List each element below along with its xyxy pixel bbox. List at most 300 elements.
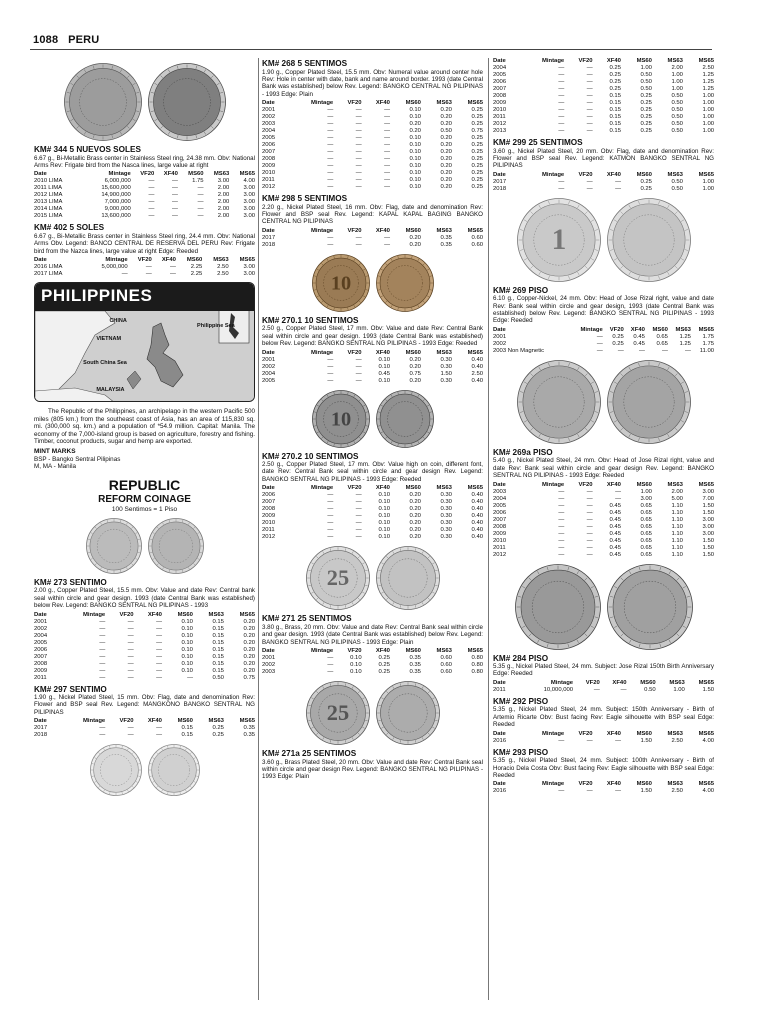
table-row [493,531,714,538]
table-cell: 0.20 [440,107,452,114]
price-table [493,731,714,745]
entry-title: KM# 298 5 SENTIMOS [262,194,348,204]
table-cell: 0.60 [440,655,452,661]
table-cell: 0.50 [440,128,452,135]
column-header: Date [34,611,47,618]
table-row [493,107,714,114]
table-cell: — [327,669,334,675]
table-cell: 2003 [493,488,507,495]
table-cell: 2.50 [217,271,229,278]
table-cell: 0.50 [640,86,652,92]
table-cell: 3.00 [217,178,230,185]
mint-mark-line: M, MA - Manila [34,463,76,471]
table-cell: 0.15 [609,107,621,113]
table-row [34,206,255,213]
coin-images [262,546,483,610]
catalog-entry [34,145,255,220]
table-cell: 1.50 [702,502,714,509]
table-row [262,107,483,114]
table-cell: — [197,185,204,192]
table-cell: 0.25 [471,156,483,163]
catalog-entry [493,748,714,796]
table-cell: — [586,178,593,185]
table-cell: 2.50 [671,788,683,795]
table-cell: 0.20 [243,667,255,674]
table-header-row [493,731,714,738]
column-header: Mintage [108,171,131,178]
table-header-row [493,172,714,179]
table-cell: 1.10 [671,551,683,558]
table-cell: — [615,737,621,744]
column-header: XF40 [375,349,390,356]
table-cell: 2018 [262,241,276,248]
table-cell: 2008 [493,523,507,530]
table-cell: 11.00 [699,347,714,354]
column-header: MS65 [698,679,714,686]
km273-obverse-coin [86,518,142,574]
column-header: VF20 [578,730,593,737]
entry-title: KM# 269a PISO [493,447,553,457]
table-cell: 0.80 [471,669,483,675]
table-cell: 0.25 [471,142,483,149]
table-cell: 0.10 [378,377,390,384]
table-cell: 2007 [493,86,507,92]
table-cell: 0.10 [409,114,421,121]
table-row [493,545,714,552]
table-row [262,520,483,527]
table-cell: 1.00 [671,79,683,85]
table-cell: 0.75 [409,370,421,377]
column-left [34,58,255,1000]
table-cell: — [148,192,155,199]
table-row [493,538,714,545]
table-row [262,534,483,541]
table-row [34,199,255,206]
table-cell: 1.50 [640,737,652,744]
table-cell: — [121,271,128,278]
table-cell: — [558,107,565,113]
table-cell: 0.25 [640,178,652,185]
table-header-row [34,257,255,264]
entry-title: KM# 402 5 SOLES [34,223,105,233]
table-header-row [493,58,714,65]
column-header: Mintage [82,611,106,618]
table-cell: 0.45 [609,509,621,516]
coin-images [34,518,255,574]
table-cell: 2.00 [671,65,683,71]
table-cell: 2005 [34,639,48,646]
table-cell: 7,000,000 [104,199,131,206]
denomination-note: 100 Sentimos = 1 Piso [111,505,178,513]
table-cell: 0.10 [181,646,193,653]
entry-title: KM# 271 25 SENTIMOS [262,614,352,624]
country-intro: The Republic of the Philippines, an archipelago in the western Pacific 500 miles (805 km.) from the southeast coast of Asia, has an area of 115,830 sq. mi. (300,000 sq. km.) and a population of *54.9 million. Capital: Manila. The economy of the 7,000-island group is based on agriculture, forestry and fishing. Timber, coconut products, sugar and hemp are exported. [34,408,255,446]
table-cell: 0.10 [181,653,193,660]
table-row [34,640,255,647]
peru-obverse-coin-wrap [64,63,142,141]
column-header: Mintage [541,171,565,178]
table-cell: 0.20 [409,234,421,241]
table-cell: — [355,121,362,128]
column-header: VF20 [347,485,362,492]
table-cell: 0.45 [609,544,621,551]
column-header: XF40 [630,326,645,333]
table-cell: 2017 [493,178,507,185]
table-cell: — [99,667,106,674]
table-cell: 0.65 [640,509,652,516]
table-cell: 3.00 [640,495,652,502]
km270-1-reverse-coin-wrap [376,254,434,312]
column-header: Mintage [580,326,603,333]
table-cell: 0.80 [471,655,483,661]
table-cell: — [355,506,362,513]
table-cell: 2.25 [190,264,203,271]
entry-description: 5.35 g., Nickel Plated Steel, 24 mm. Subject: 150th Anniversary - Birth of Artemio Ricarte Obv: Bust facing Rev: Eagle silhouette with BSP seal Edge: Reeded [493,706,714,729]
coin-images [34,63,255,141]
km273-reverse-coin-wrap [148,518,204,574]
table-cell: 0.15 [212,632,224,639]
table-cell: — [355,377,362,384]
table-cell: 0.60 [471,234,483,241]
table-cell: 0.50 [671,178,683,185]
table-row [262,506,483,513]
table-cell: 3.00 [243,206,255,213]
table-cell: — [156,660,162,667]
table-cell: — [558,495,565,502]
table-cell: — [593,686,600,693]
entry-description: 3.60 g., Nickel Plated Steel, 20 mm. Obv: Flag, date and denomination Rev: Flower and BSP seal Rev. Legend: KATMON BANGKO SENTRAL NG PILIPINAS [493,147,714,170]
column-header: Mintage [105,257,128,264]
table-cell: 0.15 [212,646,224,653]
table-cell: 0.50 [671,107,683,113]
table-cell: 2003 [262,121,276,128]
table-cell: — [327,234,334,241]
table-cell: 0.30 [440,377,452,384]
table-row [34,192,255,199]
table-cell: — [558,509,565,516]
column-header: MS65 [467,100,483,107]
table-cell: 0.25 [609,79,621,85]
table-cell: — [355,527,362,534]
table-cell: 0.45 [609,551,621,558]
entry-title: KM# 269 PISO [493,285,549,295]
catalog-entry [262,749,483,781]
table-row [493,186,714,193]
table-cell: 6,000,000 [104,178,131,185]
map-label: MALAYSIA [96,386,125,393]
catalog-entry [493,58,714,135]
table-cell: — [156,625,162,632]
table-cell: 2002 [262,114,276,121]
mint-marks [34,448,255,471]
column-header: MS63 [436,100,452,107]
table-cell: 2004 [262,370,276,377]
table-cell: — [355,184,362,191]
table-cell: — [586,495,593,502]
table-cell: — [615,495,621,502]
table-row [34,732,255,739]
column-header: MS65 [698,730,714,737]
table-cell: 0.10 [350,669,362,675]
table-row [262,499,483,506]
column-header: MS60 [405,485,421,492]
table-cell: 2.00 [217,213,230,220]
table-cell: 2009 [34,667,48,674]
table-cell: 0.10 [409,163,421,170]
column-header: MS65 [467,648,483,654]
table-cell: — [615,488,621,495]
table-row [493,489,714,496]
table-cell: — [99,725,106,732]
table-cell: 0.10 [378,363,390,370]
table-cell: — [355,513,362,520]
table-cell: 0.20 [440,170,452,177]
column-header: MS65 [698,326,714,333]
table-cell: 0.50 [212,674,224,681]
column-header: MS60 [177,611,193,618]
table-row [262,121,483,128]
table-header-row [34,171,255,178]
table-cell: — [127,625,134,632]
table-cell: 1.50 [702,544,714,551]
table-cell: 1.00 [671,72,683,78]
table-cell: 2010 [493,537,507,544]
table-cell: 1.10 [671,537,683,544]
table-row [493,348,714,355]
table-cell: 0.25 [471,184,483,191]
table-cell: 2007 [262,499,276,506]
table-cell: — [586,72,593,78]
table-cell: 0.30 [440,534,452,541]
column-header: MS63 [213,171,230,178]
table-cell: 1.50 [640,788,652,795]
table-header-row [262,228,483,235]
table-cell: 0.25 [640,107,652,113]
table-row [34,626,255,633]
table-cell: 0.50 [671,114,683,120]
entry-description: 1.90 g., Copper Plated Steel, 15.5 mm. Obv: Numeral value around center hole Rev: Hole in center with date, bank and name around border. 1993 (date Central Bank was established) below Rev. Legend: BANGKO CENTRAL NG PILIPINAS - 1993 Edge: Plain [262,68,483,98]
column-header: Date [34,257,47,264]
column-header: VF20 [585,679,600,686]
km297-obverse-coin [90,744,142,796]
table-cell: — [99,732,106,739]
table-cell: 0.15 [609,100,621,106]
entry-title: KM# 297 SENTIMO [34,684,107,694]
column-header: XF40 [606,481,621,488]
table-cell: 0.10 [350,662,362,668]
table-cell: 2002 [262,662,276,668]
table-cell: 0.35 [409,669,421,675]
table-row [262,513,483,520]
km271-obverse-coin [306,546,370,610]
table-cell: 0.65 [640,551,652,558]
table-cell: 2017 [34,725,48,732]
table-cell: 0.65 [640,537,652,544]
table-cell: 3.00 [243,213,255,220]
column-header: MS60 [186,257,203,264]
table-cell: 1.00 [673,686,685,693]
table-cell: — [355,114,362,121]
table-row [493,334,714,341]
column-header: Date [262,227,275,234]
table-cell: — [148,199,155,206]
table-cell: 1.00 [640,65,652,71]
table-cell: 0.20 [409,527,421,534]
table-cell: 2.25 [190,271,203,278]
table-cell: — [615,185,621,192]
table-cell: — [355,534,362,541]
table-cell: — [327,513,334,520]
table-cell: 0.20 [243,653,255,660]
km284-reverse-coin-wrap [607,564,693,650]
column-header: MS63 [667,781,683,788]
table-row [493,114,714,121]
table-cell: — [586,523,593,530]
table-cell: 0.20 [440,184,452,191]
table-cell: 9,000,000 [104,206,131,213]
table-cell: — [327,114,334,121]
table-cell: — [355,170,362,177]
table-header-row [262,648,483,655]
table-cell: 0.20 [243,625,255,632]
table-cell: 0.15 [181,732,193,739]
coin-value-text: 10 [330,272,351,295]
table-cell: 2010 LIMA [34,178,63,185]
mint-marks-title: MINT MARKS [34,448,76,455]
table-cell: 0.25 [640,93,652,99]
table-cell: 3.00 [702,488,714,495]
column-header: XF40 [606,58,621,64]
table-cell: 0.20 [409,377,421,384]
table-cell: — [327,170,334,177]
entry-description: 2.00 g., Copper Plated Steel, 15.5 mm. Obv: Value and date Rev: Central bank seal within circle and gear design. 1993 (date Central Bank was established) below Rev. Legend: BANGKO SENTRAL NG PILIPINAS - 1993 [34,587,255,610]
column-header: XF40 [375,485,390,492]
table-cell: 0.10 [409,135,421,142]
table-cell: — [355,163,362,170]
table-cell: 0.20 [409,499,421,506]
table-cell: 0.30 [440,506,452,513]
table-cell: 1.00 [702,100,714,106]
table-cell: — [327,142,334,149]
table-header-row [34,718,255,725]
table-cell: 0.25 [471,163,483,170]
table-cell: 0.25 [471,135,483,142]
table-cell: 1.10 [671,530,683,537]
table-cell: 0.25 [640,121,652,127]
column-header: MS65 [239,171,255,178]
table-cell: 0.15 [609,121,621,127]
table-cell: — [197,213,204,220]
table-row [34,633,255,640]
table-cell: — [558,737,565,744]
column-header: Mintage [310,349,334,356]
table-cell: — [586,107,593,113]
table-cell: 3.00 [702,523,714,530]
km284-obverse-coin [515,564,601,650]
table-cell: 2.00 [217,206,230,213]
table-cell: 1.25 [702,79,714,85]
table-cell: — [99,618,106,625]
table-cell: 0.20 [440,135,452,142]
table-cell: — [156,646,162,653]
coin-images [262,681,483,745]
table-cell: — [327,655,334,661]
table-cell: — [615,178,621,185]
table-cell: — [127,725,134,732]
table-cell: 1.10 [671,544,683,551]
table-cell: — [327,662,334,668]
km271a-obverse-coin [306,681,370,745]
table-cell: — [148,213,155,220]
table-row [493,503,714,510]
table-cell: — [355,370,362,377]
table-cell: — [558,488,565,495]
table-cell: 2006 [493,509,507,516]
table-cell: — [596,333,603,340]
km273-obverse-coin-wrap [86,518,142,574]
table-cell: 0.25 [212,732,224,739]
table-cell: — [586,128,593,134]
table-cell: — [558,523,565,530]
column-header: XF40 [163,171,178,178]
table-cell: 1.00 [702,178,714,185]
table-cell: 1.50 [702,509,714,516]
table-header-row [262,485,483,492]
table-row [493,72,714,79]
table-row [493,510,714,517]
table-row [34,654,255,661]
km273-reverse-coin [148,518,204,574]
table-cell: — [558,114,565,120]
column-right [493,58,714,1000]
table-cell: — [99,660,106,667]
km269-obverse-coin-wrap [517,198,601,282]
table-cell: 2006 [493,79,507,85]
table-cell: 1.25 [679,340,691,347]
table-cell: 0.10 [181,660,193,667]
coin-images [493,564,714,650]
entry-title: KM# 292 PISO [493,696,549,706]
table-row [262,135,483,142]
table-row [262,149,483,156]
column-header: XF40 [375,648,390,654]
table-cell: — [384,234,390,241]
table-cell: 0.40 [471,499,483,506]
table-cell: 2012 [493,551,507,558]
table-cell: — [586,544,593,551]
table-cell: 0.50 [671,128,683,134]
table-cell: 0.25 [471,149,483,156]
table-cell: — [558,530,565,537]
table-cell: — [148,206,155,213]
table-cell: 0.35 [440,234,452,241]
entry-description: 5.40 g., Nickel Plated Steel, 24 mm. Obv: Head of Jose Rizal right, value and date Rev: Bank seal within circle and gear design Rev. Legend: BANGKO SENTRAL NG PILIPINAS - 1993 Edge: Reeded [493,457,714,480]
table-cell: — [327,163,334,170]
table-row [34,264,255,271]
table-cell: — [170,264,176,271]
column-header: XF40 [606,730,621,737]
table-cell: 1.10 [671,516,683,523]
column-header: Mintage [550,679,574,686]
table-cell: — [558,100,565,106]
column-header: VF20 [578,58,593,64]
table-cell: — [148,178,155,185]
table-cell: 14,900,000 [101,192,131,199]
column-header: Date [493,481,506,488]
table-cell: 2008 [262,156,276,163]
table-cell: — [327,156,334,163]
table-cell: 3.00 [243,185,255,192]
